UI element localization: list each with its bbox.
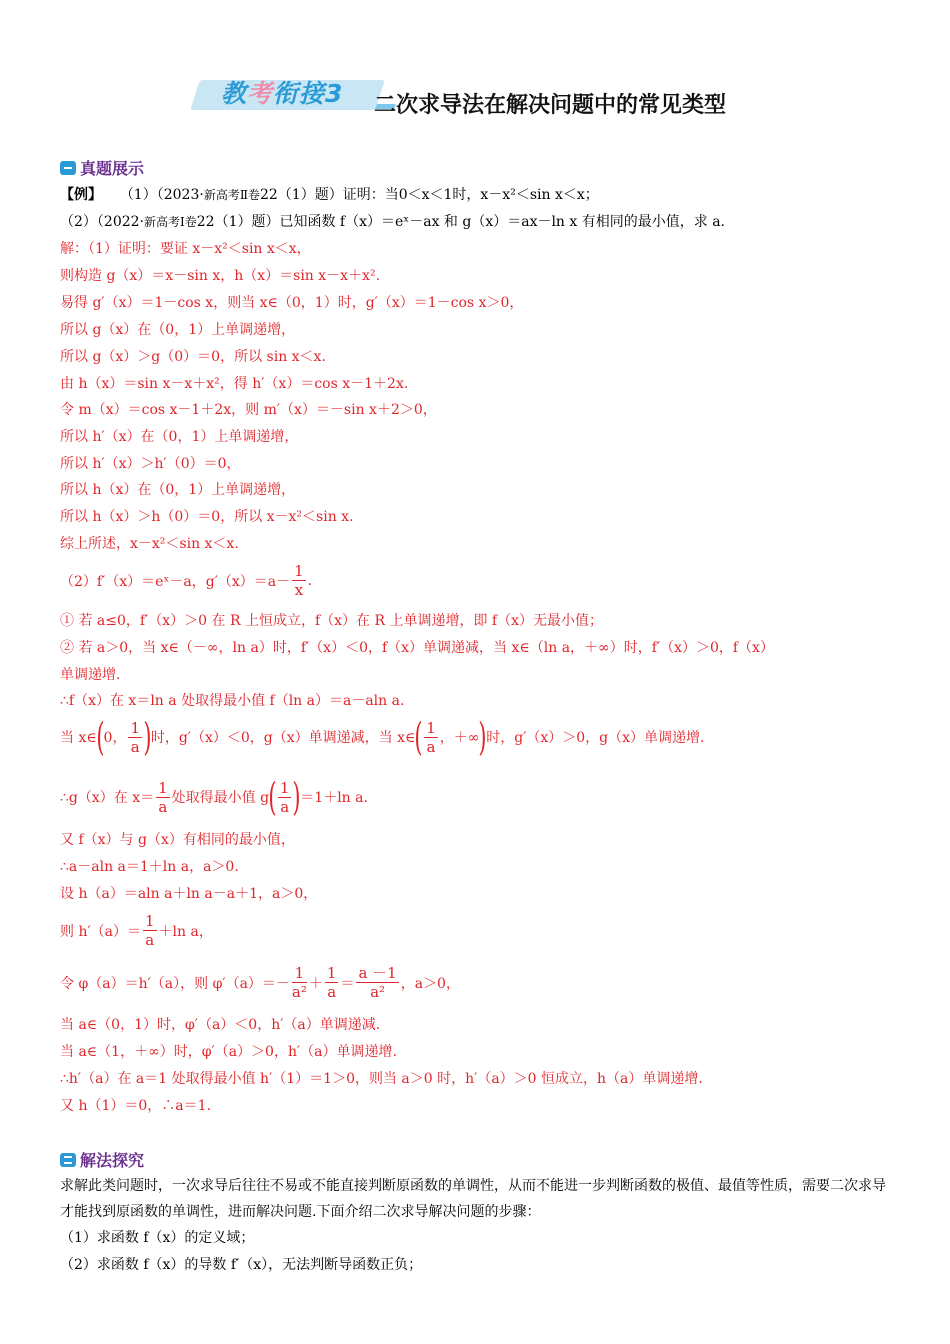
- solution-line: 所以 h（x）＞h（0）＝0，所以 x－x²＜sin x.: [60, 509, 354, 525]
- solution-line: ∴h′（a）在 a＝1 处取得最小值 h′（1）＝1＞0，则当 a＞0 时，h′（a）＞0 恒成立，h（a）单调递增.: [60, 1071, 703, 1087]
- section-heading-2: 解法探究: [60, 1148, 144, 1171]
- fraction: $\frac{1}{a}$: [326, 964, 337, 1001]
- solution-line: ① 若 a≤0，f′（x）＞0 在 R 上恒成立，f（x）在 R 上单调递增，即 f（x）无最小值；: [60, 613, 603, 629]
- solution-line: ∴f（x）在 x＝ln a 处取得最小值 f（ln a）＝a－aln a.: [60, 693, 405, 709]
- solution-line: 令 m（x）＝cos x－1＋2x，则 m′（x）＝－sin x＋2＞0，: [60, 402, 437, 418]
- solution-line: ∴a－aln a＝1＋ln a，a＞0.: [60, 859, 239, 875]
- solution-line-derivative: 则 h′（a）＝ $\frac{1}{a}$ ＋ln a，: [60, 912, 213, 949]
- section-heading-1: 真题展示: [60, 156, 144, 179]
- solution-line: 易得 g′（x）＝1－cos x，则当 x∈（0，1）时，g′（x）＝1－cos x＞0，: [60, 295, 524, 311]
- fraction: $\frac{1}{a}$: [426, 718, 436, 756]
- solution-line-fraction: （2）f′（x）＝eˣ－a，g′（x）＝a－ $\frac{1}{x}$ .: [60, 562, 313, 599]
- fraction: $\frac{1}{a}$: [158, 778, 168, 816]
- solution-line: 由 h（x）＝sin x－x＋x²，得 h′（x）＝cos x－1＋2x.: [60, 376, 409, 392]
- solution-line: 所以 g（x）＞g（0）＝0，所以 sin x＜x.: [60, 349, 326, 365]
- fraction: $\frac{1}{a}$: [145, 912, 155, 949]
- solution-line: 设 h（a）＝aln a＋ln a－a＋1，a＞0，: [60, 886, 318, 902]
- method-step-1: （1）求函数 f（x）的定义域；: [60, 1230, 255, 1246]
- example-question-1: 【例】 （1）（2023·新高考Ⅱ卷22（1）题）证明：当0＜x＜1时，x－x²＜sin x＜x；: [60, 187, 599, 203]
- badge-text: 教考衔接3: [221, 79, 344, 108]
- solution-line: 当 a∈（0，1）时，φ′（a）＜0，h′（a）单调递减.: [60, 1017, 381, 1033]
- solution-line: 当 a∈（1，＋∞）时，φ′（a）＞0，h′（a）单调递增.: [60, 1044, 397, 1060]
- section-number-one-icon: [60, 161, 76, 175]
- solution-line-phi: 令 φ（a）＝h′（a），则 φ′（a）＝－ $\frac{1}{\text{a²}}$ ＋ $\frac{1}{a}$ ＝ $\frac{a -1}{\text{a²}}$ ，a＞0，: [60, 964, 460, 1001]
- solution-line: 综上所述，x－x²＜sin x＜x.: [60, 536, 239, 552]
- header-badge: [195, 72, 395, 114]
- solution-line-minimum: ∴g（x）在 x＝ $\frac{1}{a}$ 处取得最小值 g ( $\frac{1}{a}$ ) ＝1＋ln a.: [60, 775, 368, 819]
- solution-line: 又 f（x）与 g（x）有相同的最小值，: [60, 832, 295, 848]
- section-number-two-icon: [60, 1153, 76, 1167]
- solution-line: 解：（1）证明：要证 x－x²＜sin x＜x，: [60, 241, 311, 257]
- fraction: $\frac{a -1}{\text{a²}}$: [358, 964, 397, 1001]
- solution-line: 所以 h′（x）＞h′（0）＝0，: [60, 456, 241, 472]
- fraction: $\frac{1}{x}$: [294, 562, 304, 599]
- solution-line: 又 h（1）＝0，∴a＝1.: [60, 1098, 211, 1114]
- fraction: $\frac{1}{a}$: [279, 778, 290, 816]
- example-question-2: （2）（2022·新高考Ⅰ卷22（1）题）已知函数 f（x）＝eˣ－ax 和 g（x）＝ax－ln x 有相同的最小值，求 a.: [60, 214, 725, 230]
- method-paragraph: 求解此类问题时，一次求导后往往不易或不能直接判断原函数的单调性，从而不能进一步判断函数的极值、最值等性质，需要二次求导才能找到原函数的单调性，进而解决问题.下面介绍二次求导解决问题的步骤：: [60, 1178, 886, 1220]
- solution-line-interval: 当 x∈ ( 0， $\frac{1}{a}$ ) 时，g′（x）＜0，g（x）单调递减，当 x∈ ( $\frac{1}{a}$ ，＋∞ ) 时，g′（x）＞0，g（x）单调递增.: [60, 715, 705, 759]
- solution-line: 则构造 g（x）＝x－sin x，h（x）＝sin x－x＋x².: [60, 268, 381, 284]
- solution-line: 所以 h′（x）在（0，1）上单调递增，: [60, 429, 299, 445]
- fraction: $\frac{1}{\text{a²}}$: [291, 964, 307, 1001]
- fraction: $\frac{1}{a}$: [130, 718, 141, 756]
- page-title: 二次求导法在解决问题中的常见类型: [374, 93, 727, 118]
- solution-line: 所以 h（x）在（0，1）上单调递增，: [60, 482, 296, 498]
- solution-line: 所以 g（x）在（0，1）上单调递增，: [60, 322, 296, 338]
- solution-line: 单调递增.: [60, 667, 121, 683]
- method-step-2: （2）求函数 f（x）的导数 f′（x），无法判断导函数正负；: [60, 1257, 423, 1273]
- solution-line: ② 若 a＞0，当 x∈（－∞，ln a）时，f′（x）＜0，f（x）单调递减，当 x∈（ln a，＋∞）时，f′（x）＞0，f（x）: [60, 640, 774, 656]
